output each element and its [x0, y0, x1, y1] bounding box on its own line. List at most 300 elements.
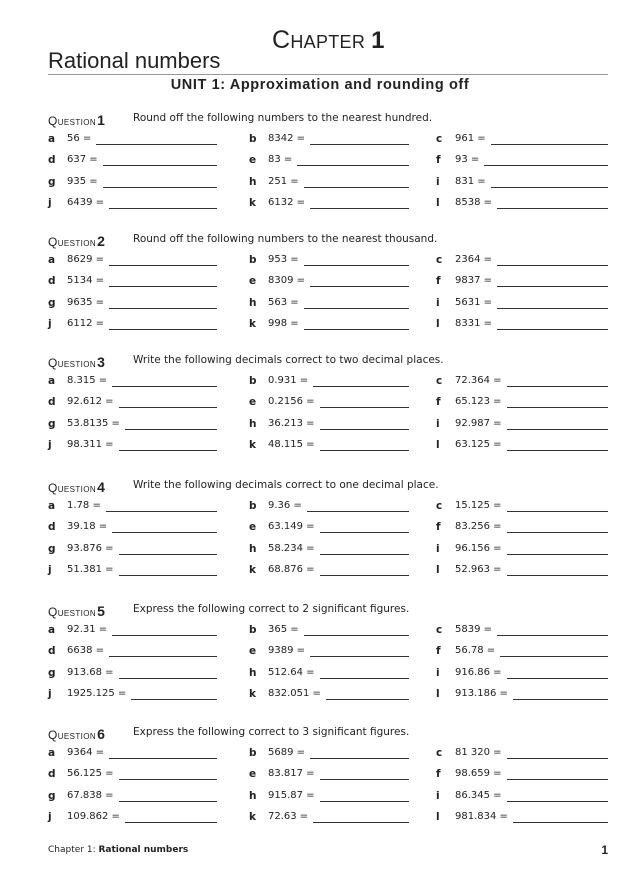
item-expression: 96.156 =: [455, 542, 502, 554]
answer-blank[interactable]: [507, 511, 608, 512]
item-expression: 39.18 =: [67, 521, 108, 533]
item-letter: b: [249, 624, 257, 636]
item-letter: b: [249, 133, 257, 145]
item-letter: c: [436, 254, 443, 266]
exercise-item: [436, 275, 608, 289]
question-word: Question: [48, 235, 97, 249]
item-letter: a: [48, 747, 56, 759]
exercise-row: [0, 521, 640, 535]
exercise-row: [0, 176, 640, 190]
item-letter: a: [48, 254, 56, 266]
answer-blank[interactable]: [297, 165, 409, 166]
question-instruction: Express the following correct to 2 significant figures.: [133, 603, 410, 615]
answer-blank[interactable]: [304, 265, 409, 266]
answer-blank[interactable]: [497, 208, 608, 209]
exercise-item: [48, 500, 217, 514]
answer-blank[interactable]: [109, 656, 217, 657]
answer-blank[interactable]: [507, 779, 608, 780]
item-expression: 512.64 =: [268, 666, 315, 678]
answer-blank[interactable]: [320, 429, 409, 430]
exercise-item: [436, 500, 608, 514]
exercise-item: [48, 154, 217, 168]
exercise-item: [48, 318, 217, 332]
answer-blank[interactable]: [96, 144, 217, 145]
exercise-item: [249, 418, 409, 432]
answer-blank[interactable]: [313, 822, 409, 823]
answer-blank[interactable]: [304, 635, 409, 636]
item-letter: k: [249, 563, 256, 576]
exercise-item: [249, 133, 409, 147]
item-letter: a: [48, 500, 56, 512]
item-expression: 953 =: [268, 254, 299, 265]
item-expression: 8331 =: [455, 317, 493, 329]
item-expression: 58.234 =: [268, 542, 315, 554]
item-letter: l: [436, 563, 440, 576]
item-letter: g: [48, 789, 56, 802]
exercise-item: [48, 133, 217, 147]
answer-blank[interactable]: [500, 656, 608, 657]
item-expression: 1.78 =: [67, 500, 101, 511]
item-letter: k: [249, 317, 256, 330]
exercise-item: [48, 645, 217, 659]
question-number: 6: [97, 726, 105, 742]
answer-blank[interactable]: [103, 187, 217, 188]
item-expression: 8.315 =: [67, 375, 108, 386]
exercise-item: [436, 176, 608, 190]
exercise-item: [48, 543, 217, 557]
answer-blank[interactable]: [119, 554, 217, 555]
item-letter: g: [48, 417, 56, 430]
answer-blank[interactable]: [497, 635, 608, 636]
answer-blank[interactable]: [106, 511, 217, 512]
exercise-item: [436, 197, 608, 211]
answer-blank[interactable]: [507, 801, 608, 802]
question-heading: [48, 724, 105, 740]
exercise-item: [249, 543, 409, 557]
answer-blank[interactable]: [513, 699, 608, 700]
exercise-item: [436, 375, 608, 389]
item-letter: l: [436, 196, 440, 209]
answer-blank[interactable]: [119, 801, 217, 802]
item-letter: c: [436, 133, 443, 145]
item-letter: d: [48, 768, 56, 781]
item-expression: 9.36 =: [268, 500, 302, 511]
item-expression: 9635 =: [67, 296, 105, 308]
answer-blank[interactable]: [103, 165, 217, 166]
exercise-row: [0, 811, 640, 825]
item-expression: 56 =: [67, 133, 92, 144]
exercise-row: [0, 747, 640, 761]
question-instruction: Write the following decimals correct to one decimal place.: [133, 479, 439, 491]
exercise-item: [436, 564, 608, 578]
exercise-row: [0, 396, 640, 410]
exercise-row: [0, 439, 640, 453]
item-letter: g: [48, 175, 56, 188]
answer-blank[interactable]: [112, 532, 217, 533]
item-letter: c: [436, 624, 443, 636]
item-expression: 0.2156 =: [268, 396, 315, 408]
item-letter: l: [436, 810, 440, 823]
exercise-item: [436, 667, 608, 681]
answer-blank[interactable]: [320, 407, 409, 408]
exercise-row: [0, 154, 640, 168]
title-rule: [48, 74, 608, 75]
item-letter: f: [436, 521, 441, 534]
item-expression: 98.311 =: [67, 438, 114, 450]
exercise-item: [436, 747, 608, 761]
answer-blank[interactable]: [304, 329, 409, 330]
answer-blank[interactable]: [112, 635, 217, 636]
answer-blank[interactable]: [507, 407, 608, 408]
item-letter: l: [436, 438, 440, 451]
item-expression: 48.115 =: [268, 438, 315, 450]
answer-blank[interactable]: [109, 308, 217, 309]
item-letter: f: [436, 768, 441, 781]
question-word: Question: [48, 356, 97, 370]
item-expression: 251 =: [268, 175, 299, 187]
item-expression: 9837 =: [455, 275, 493, 287]
answer-blank[interactable]: [119, 779, 217, 780]
answer-blank[interactable]: [320, 801, 409, 802]
item-letter: b: [249, 375, 257, 387]
exercise-item: [249, 439, 409, 453]
item-letter: h: [249, 789, 257, 802]
item-letter: l: [436, 317, 440, 330]
exercise-row: [0, 254, 640, 268]
answer-blank[interactable]: [320, 532, 409, 533]
item-letter: e: [249, 645, 257, 658]
exercise-item: [249, 811, 409, 825]
item-letter: f: [436, 396, 441, 409]
footer-title: Rational numbers: [98, 845, 189, 855]
item-expression: 52.963 =: [455, 563, 502, 575]
exercise-row: [0, 790, 640, 804]
item-letter: h: [249, 542, 257, 555]
answer-blank[interactable]: [310, 144, 409, 145]
answer-blank[interactable]: [507, 386, 608, 387]
answer-blank[interactable]: [513, 822, 608, 823]
exercise-item: [48, 564, 217, 578]
item-letter: b: [249, 500, 257, 512]
exercise-item: [436, 768, 608, 782]
answer-blank[interactable]: [497, 308, 608, 309]
item-letter: d: [48, 521, 56, 534]
chapter-number: 1: [371, 27, 385, 54]
exercise-item: [436, 624, 608, 638]
item-expression: 913.186 =: [455, 687, 508, 699]
answer-blank[interactable]: [320, 779, 409, 780]
exercise-row: [0, 197, 640, 211]
exercise-item: [249, 396, 409, 410]
item-letter: k: [249, 810, 256, 823]
exercise-item: [436, 318, 608, 332]
chapter-word: Chapter: [272, 26, 366, 54]
answer-blank[interactable]: [497, 329, 608, 330]
answer-blank[interactable]: [310, 286, 409, 287]
answer-blank[interactable]: [109, 265, 217, 266]
question-instruction: Write the following decimals correct to two decimal places.: [133, 354, 444, 366]
item-letter: f: [436, 275, 441, 288]
item-expression: 92.987 =: [455, 417, 502, 429]
question-word: Question: [48, 728, 97, 742]
item-letter: e: [249, 275, 257, 288]
item-letter: h: [249, 666, 257, 679]
answer-blank[interactable]: [310, 656, 409, 657]
item-expression: 832.051 =: [268, 687, 321, 699]
item-expression: 72.63 =: [268, 810, 309, 822]
answer-blank[interactable]: [131, 699, 217, 700]
exercise-item: [436, 521, 608, 535]
item-letter: k: [249, 438, 256, 451]
item-expression: 15.125 =: [455, 500, 502, 511]
exercise-row: [0, 375, 640, 389]
item-expression: 1925.125 =: [67, 687, 127, 699]
answer-blank[interactable]: [320, 554, 409, 555]
answer-blank[interactable]: [497, 265, 608, 266]
answer-blank[interactable]: [119, 575, 217, 576]
item-letter: c: [436, 375, 443, 387]
item-letter: d: [48, 396, 56, 409]
exercise-item: [249, 154, 409, 168]
answer-blank[interactable]: [119, 450, 217, 451]
answer-blank[interactable]: [313, 386, 409, 387]
exercise-item: [249, 275, 409, 289]
exercise-item: [48, 790, 217, 804]
exercise-row: [0, 688, 640, 702]
question-heading: [48, 110, 105, 126]
exercise-item: [249, 297, 409, 311]
item-letter: j: [48, 196, 52, 209]
exercise-item: [48, 396, 217, 410]
exercise-row: [0, 418, 640, 432]
exercise-item: [436, 133, 608, 147]
exercise-row: [0, 667, 640, 681]
answer-blank[interactable]: [320, 678, 409, 679]
answer-blank[interactable]: [507, 678, 608, 679]
answer-blank[interactable]: [491, 187, 608, 188]
item-expression: 56.78 =: [455, 645, 496, 657]
answer-blank[interactable]: [125, 429, 217, 430]
item-letter: f: [436, 645, 441, 658]
question-number: 5: [97, 603, 105, 619]
item-letter: i: [436, 542, 440, 555]
item-letter: a: [48, 375, 56, 387]
answer-blank[interactable]: [119, 407, 217, 408]
item-letter: e: [249, 768, 257, 781]
item-expression: 6439 =: [67, 196, 105, 208]
item-letter: k: [249, 687, 256, 700]
item-expression: 8629 =: [67, 254, 105, 265]
item-letter: a: [48, 133, 56, 145]
item-letter: j: [48, 317, 52, 330]
item-letter: j: [48, 438, 52, 451]
question-heading: [48, 601, 105, 617]
answer-blank[interactable]: [310, 208, 409, 209]
item-expression: 9364 =: [67, 747, 105, 758]
exercise-item: [249, 747, 409, 761]
item-expression: 36.213 =: [268, 417, 315, 429]
item-expression: 98.659 =: [455, 768, 502, 780]
answer-blank[interactable]: [109, 208, 217, 209]
exercise-item: [48, 297, 217, 311]
item-letter: k: [249, 196, 256, 209]
exercise-item: [436, 154, 608, 168]
answer-blank[interactable]: [304, 308, 409, 309]
item-expression: 637 =: [67, 154, 98, 166]
exercise-item: [436, 396, 608, 410]
answer-blank[interactable]: [497, 286, 608, 287]
question-word: Question: [48, 481, 97, 495]
question-word: Question: [48, 605, 97, 619]
item-expression: 109.862 =: [67, 810, 120, 822]
item-letter: d: [48, 154, 56, 167]
answer-blank[interactable]: [307, 511, 409, 512]
exercise-item: [249, 521, 409, 535]
item-expression: 913.68 =: [67, 666, 114, 678]
question-instruction: Round off the following numbers to the nearest thousand.: [133, 233, 438, 245]
exercise-item: [48, 521, 217, 535]
exercise-item: [436, 418, 608, 432]
exercise-row: [0, 543, 640, 557]
item-expression: 365 =: [268, 624, 299, 635]
exercise-row: [0, 564, 640, 578]
item-letter: e: [249, 521, 257, 534]
item-expression: 63.125 =: [455, 438, 502, 450]
answer-blank[interactable]: [109, 286, 217, 287]
item-letter: i: [436, 296, 440, 309]
item-expression: 5839 =: [455, 624, 493, 635]
item-letter: b: [249, 747, 257, 759]
question-number: 1: [97, 112, 105, 128]
item-expression: 5631 =: [455, 296, 493, 308]
exercise-item: [249, 688, 409, 702]
answer-blank[interactable]: [119, 678, 217, 679]
item-letter: i: [436, 789, 440, 802]
answer-blank[interactable]: [320, 450, 409, 451]
item-expression: 5134 =: [67, 275, 105, 287]
item-expression: 68.876 =: [268, 563, 315, 575]
item-expression: 8309 =: [268, 275, 306, 287]
exercise-item: [249, 197, 409, 211]
exercise-item: [436, 790, 608, 804]
item-letter: g: [48, 666, 56, 679]
item-letter: g: [48, 542, 56, 555]
exercise-item: [436, 688, 608, 702]
item-expression: 72.364 =: [455, 375, 502, 386]
exercise-item: [249, 564, 409, 578]
exercise-item: [249, 254, 409, 268]
item-letter: g: [48, 296, 56, 309]
answer-blank[interactable]: [112, 386, 217, 387]
answer-blank[interactable]: [109, 758, 217, 759]
exercise-item: [436, 645, 608, 659]
exercise-item: [249, 768, 409, 782]
item-expression: 961 =: [455, 133, 486, 144]
exercise-item: [249, 500, 409, 514]
item-expression: 916.86 =: [455, 666, 502, 678]
exercise-item: [48, 688, 217, 702]
exercise-row: [0, 624, 640, 638]
item-expression: 83.256 =: [455, 521, 502, 533]
answer-blank[interactable]: [304, 187, 409, 188]
item-expression: 93 =: [455, 154, 480, 166]
item-letter: j: [48, 810, 52, 823]
answer-blank[interactable]: [484, 165, 608, 166]
item-expression: 2364 =: [455, 254, 493, 265]
answer-blank[interactable]: [491, 144, 608, 145]
question-number: 4: [97, 479, 105, 495]
answer-blank[interactable]: [507, 554, 608, 555]
exercise-row: [0, 133, 640, 147]
item-expression: 53.8135 =: [67, 417, 120, 429]
item-letter: c: [436, 500, 443, 512]
item-expression: 998 =: [268, 317, 299, 329]
item-expression: 5689 =: [268, 747, 306, 758]
item-letter: e: [249, 396, 257, 409]
chapter-title: Rational numbers: [48, 48, 221, 73]
exercise-item: [48, 197, 217, 211]
answer-blank[interactable]: [507, 758, 608, 759]
item-expression: 981.834 =: [455, 810, 508, 822]
question-heading: [48, 477, 105, 493]
answer-blank[interactable]: [507, 429, 608, 430]
item-letter: i: [436, 175, 440, 188]
item-expression: 8342 =: [268, 133, 306, 144]
exercise-item: [48, 624, 217, 638]
answer-blank[interactable]: [310, 758, 409, 759]
item-letter: c: [436, 747, 443, 759]
answer-blank[interactable]: [507, 575, 608, 576]
item-expression: 6112 =: [67, 317, 105, 329]
item-letter: i: [436, 666, 440, 679]
exercise-item: [436, 254, 608, 268]
exercise-row: [0, 297, 640, 311]
answer-blank[interactable]: [320, 575, 409, 576]
item-expression: 935 =: [67, 175, 98, 187]
item-expression: 83.817 =: [268, 768, 315, 780]
exercise-item: [48, 275, 217, 289]
exercise-item: [436, 439, 608, 453]
item-expression: 831 =: [455, 175, 486, 187]
exercise-item: [249, 624, 409, 638]
exercise-item: [436, 297, 608, 311]
answer-blank[interactable]: [109, 329, 217, 330]
item-expression: 8538 =: [455, 196, 493, 208]
item-letter: i: [436, 417, 440, 430]
answer-blank[interactable]: [507, 450, 608, 451]
exercise-item: [249, 375, 409, 389]
chapter-heading: [272, 26, 385, 55]
exercise-row: [0, 500, 640, 514]
item-expression: 65.123 =: [455, 396, 502, 408]
exercise-item: [48, 768, 217, 782]
item-expression: 81 320 =: [455, 747, 502, 758]
question-number: 2: [97, 233, 105, 249]
exercise-row: [0, 645, 640, 659]
footer-label: [48, 845, 188, 855]
item-expression: 83 =: [268, 154, 293, 166]
answer-blank[interactable]: [125, 822, 217, 823]
answer-blank[interactable]: [507, 532, 608, 533]
item-expression: 93.876 =: [67, 542, 114, 554]
answer-blank[interactable]: [326, 699, 409, 700]
item-letter: h: [249, 296, 257, 309]
item-expression: 915.87 =: [268, 789, 315, 801]
exercise-item: [48, 439, 217, 453]
page-number: 1: [601, 843, 608, 857]
exercise-item: [249, 176, 409, 190]
question-instruction: Round off the following numbers to the nearest hundred.: [133, 112, 433, 124]
